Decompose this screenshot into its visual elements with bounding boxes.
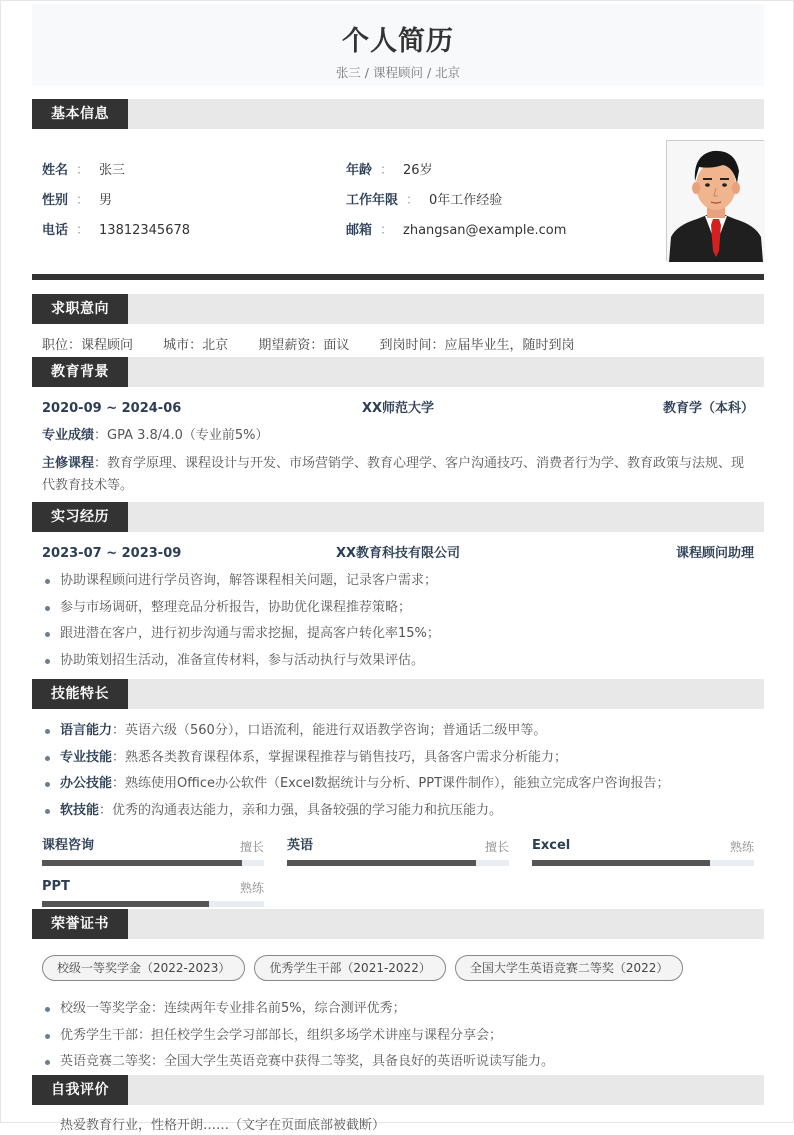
honors-list <box>42 1000 754 1080</box>
list-item: 专业技能：熟悉各类教育课程体系，掌握课程推荐与销售技巧，具备客户需求分析能力； <box>42 749 754 767</box>
info-name: 姓名 ： 张三 <box>42 163 126 178</box>
section-title: 基本信息 <box>32 99 128 129</box>
honor-chip: 校级一等奖学金（2022-2023） <box>42 955 245 981</box>
list-item: 跟进潜在客户，进行初步沟通与需求挖掘，提高客户转化率15%； <box>42 625 754 643</box>
section-internship <box>32 502 764 532</box>
list-item: 优秀学生干部：担任校学生会学习部部长，组织多场学术讲座与课程分享会； <box>42 1027 754 1045</box>
self-evaluation-text-clipped: 热爱教育行业，性格开朗……（文字在页面底部被截断） <box>60 1118 386 1133</box>
section-title: 自我评价 <box>32 1075 128 1105</box>
list-item: 办公技能：熟练使用Office办公软件（Excel数据统计与分析、PPT课件制作），能独立完成客户咨询报告； <box>42 775 754 793</box>
resume-header <box>32 4 764 86</box>
page-subtitle: 张三 / 课程顾问 / 北京 <box>335 65 461 80</box>
section-title: 荣誉证书 <box>32 909 128 939</box>
divider <box>32 274 764 280</box>
internship-duties <box>42 572 754 678</box>
section-honors <box>32 909 764 939</box>
list-item: 语言能力：英语六级（560分），口语流利，能进行双语教学咨询；普通话二级甲等。 <box>42 722 754 740</box>
info-email: 邮箱 ： zhangsan@example.com <box>346 223 567 238</box>
intent-availability: 到岗时间：应届毕业生，随时到岗 <box>379 338 575 353</box>
internship-role: 课程顾问助理 <box>675 546 754 561</box>
skills-list <box>42 722 754 828</box>
education-gpa: 专业成绩：GPA 3.8/4.0（专业前5%） <box>42 428 269 443</box>
education-degree: 教育学（本科） <box>662 401 754 416</box>
intent-position: 职位：课程顾问 <box>42 338 134 353</box>
skill-fill <box>532 860 710 866</box>
honor-chips <box>42 955 692 981</box>
education-courses: 主修课程：教育学原理、课程设计与开发、市场营销学、教育心理学、客户沟通技巧、消费者行为学、教育政策与法规、现代教育技术等。 <box>42 456 745 493</box>
info-gender: 性别 ： 男 <box>42 193 113 208</box>
section-title: 求职意向 <box>32 294 128 324</box>
education-period: 2020-09 ~ 2024-06 <box>42 401 182 416</box>
list-item: 英语竞赛二等奖：全国大学生英语竞赛中获得二等奖，具备良好的英语听说读写能力。 <box>42 1053 754 1071</box>
skill-track <box>42 901 264 907</box>
section-basic-info <box>32 99 764 129</box>
internship-period: 2023-07 ~ 2023-09 <box>42 546 182 561</box>
info-phone: 电话 ： 13812345678 <box>42 223 191 238</box>
section-education <box>32 357 764 387</box>
skill-fill <box>287 860 476 866</box>
section-title: 教育背景 <box>32 357 128 387</box>
section-job-intention <box>32 294 764 324</box>
resume-page: 个人简历 张三 / 课程顾问 / 北京 基本信息 姓名 ： 张三 性别 ： 男 电话 ： 13812345678 年龄 ： 26岁 工作年限 ： 0年工作经验 邮箱 ： zhangsan@example.com 求职意向 职位：课程顾问 城市：北京 期望薪资：面议 到岗时间：应届毕业生，随时到岗 教育背景 2020-09 ~ 2024-06 XX师范大学 教育学（本科） 专业成绩：GPA 3.8/4.0（专业前5%） 主修课程：教育学原理、课程设计与开发、市场营销学、教育心理学、客户沟通技巧、消费者行为学、教育政策与法规、现代教育技术等。 实习经历 2023-07 ~ 2023-09 XX教育科技有限公司 课程顾问助理 协助课程顾问进行学员咨询，解答课程相关问题，记录客户需求； 参与市场调研，整理竞品分析报告，协助优化课程推荐策略； 跟进潜在客户，进行初步沟通与需求挖掘，提高客户转化率15%； 协助策划招生活动，准备宣传材料，参与活动执行与效果评估。 技能特长 语言能力：英语六级（560分），口语流利，能进行双语教学咨询；普通话二级甲等。 专业技能：熟悉各类教育课程体系，掌握课程推荐与销售技巧，具备客户需求分析能力； 办公技能：熟练使用Office办公软件（Excel数据统计与分析、PPT课件制作），能独立完成客户咨询报告； 软技能：优秀的沟通表达能力，亲和力强，具备较强的学习能力和抗压能力。 课程咨询 擅长 英语 擅长 Excel 熟练 PPT 熟练 荣誉证书 校级一等奖学金（2022-2023） 优秀学生干部（2021-2022） 全国大学生英语竞赛二等奖（2022） 校级一等奖学金：连续两年专业排名前5%，综合测评优秀； 优秀学生干部：担任校学生会学习部部长，组织多场学术讲座与课程分享会； 英语竞赛二等奖：全国大学生英语竞赛中获得二等奖，具备良好的英语听说读写能力。 自我评价 热爱教育行业，性格开朗……（文字在页面底部被截断） <box>0 0 794 1123</box>
job-intention-row <box>42 337 600 355</box>
list-item: 校级一等奖学金：连续两年专业排名前5%，综合测评优秀； <box>42 1000 754 1018</box>
honor-chip: 全国大学生英语竞赛二等奖（2022） <box>455 955 684 981</box>
intent-salary: 期望薪资：面议 <box>258 338 350 353</box>
skill-fill <box>42 901 209 907</box>
skill-fill <box>42 860 242 866</box>
skill-track <box>287 860 509 866</box>
skill-track <box>42 860 264 866</box>
email-value: zhangsan@example.com <box>403 223 567 238</box>
list-item: 协助策划招生活动，准备宣传材料，参与活动执行与效果评估。 <box>42 652 754 670</box>
skill-track <box>532 860 754 866</box>
page-title: 个人简历 <box>342 26 454 57</box>
list-item: 参与市场调研，整理竞品分析报告，协助优化课程推荐策略； <box>42 599 754 617</box>
section-self-evaluation <box>32 1075 764 1105</box>
honor-chip: 优秀学生干部（2021-2022） <box>254 955 445 981</box>
intent-city: 城市：北京 <box>163 338 229 353</box>
profile-photo <box>666 140 764 261</box>
list-item: 协助课程顾问进行学员咨询，解答课程相关问题，记录客户需求； <box>42 572 754 590</box>
section-title: 技能特长 <box>32 679 128 709</box>
internship-company: XX教育科技有限公司 <box>335 546 461 561</box>
avatar-illustration-icon <box>667 141 765 262</box>
section-skills <box>32 679 764 709</box>
education-school: XX师范大学 <box>361 401 435 416</box>
section-title: 实习经历 <box>32 502 128 532</box>
info-age: 年龄 ： 26岁 <box>346 163 433 178</box>
list-item: 软技能：优秀的沟通表达能力，亲和力强，具备较强的学习能力和抗压能力。 <box>42 802 754 820</box>
info-experience: 工作年限 ： 0年工作经验 <box>346 193 503 208</box>
